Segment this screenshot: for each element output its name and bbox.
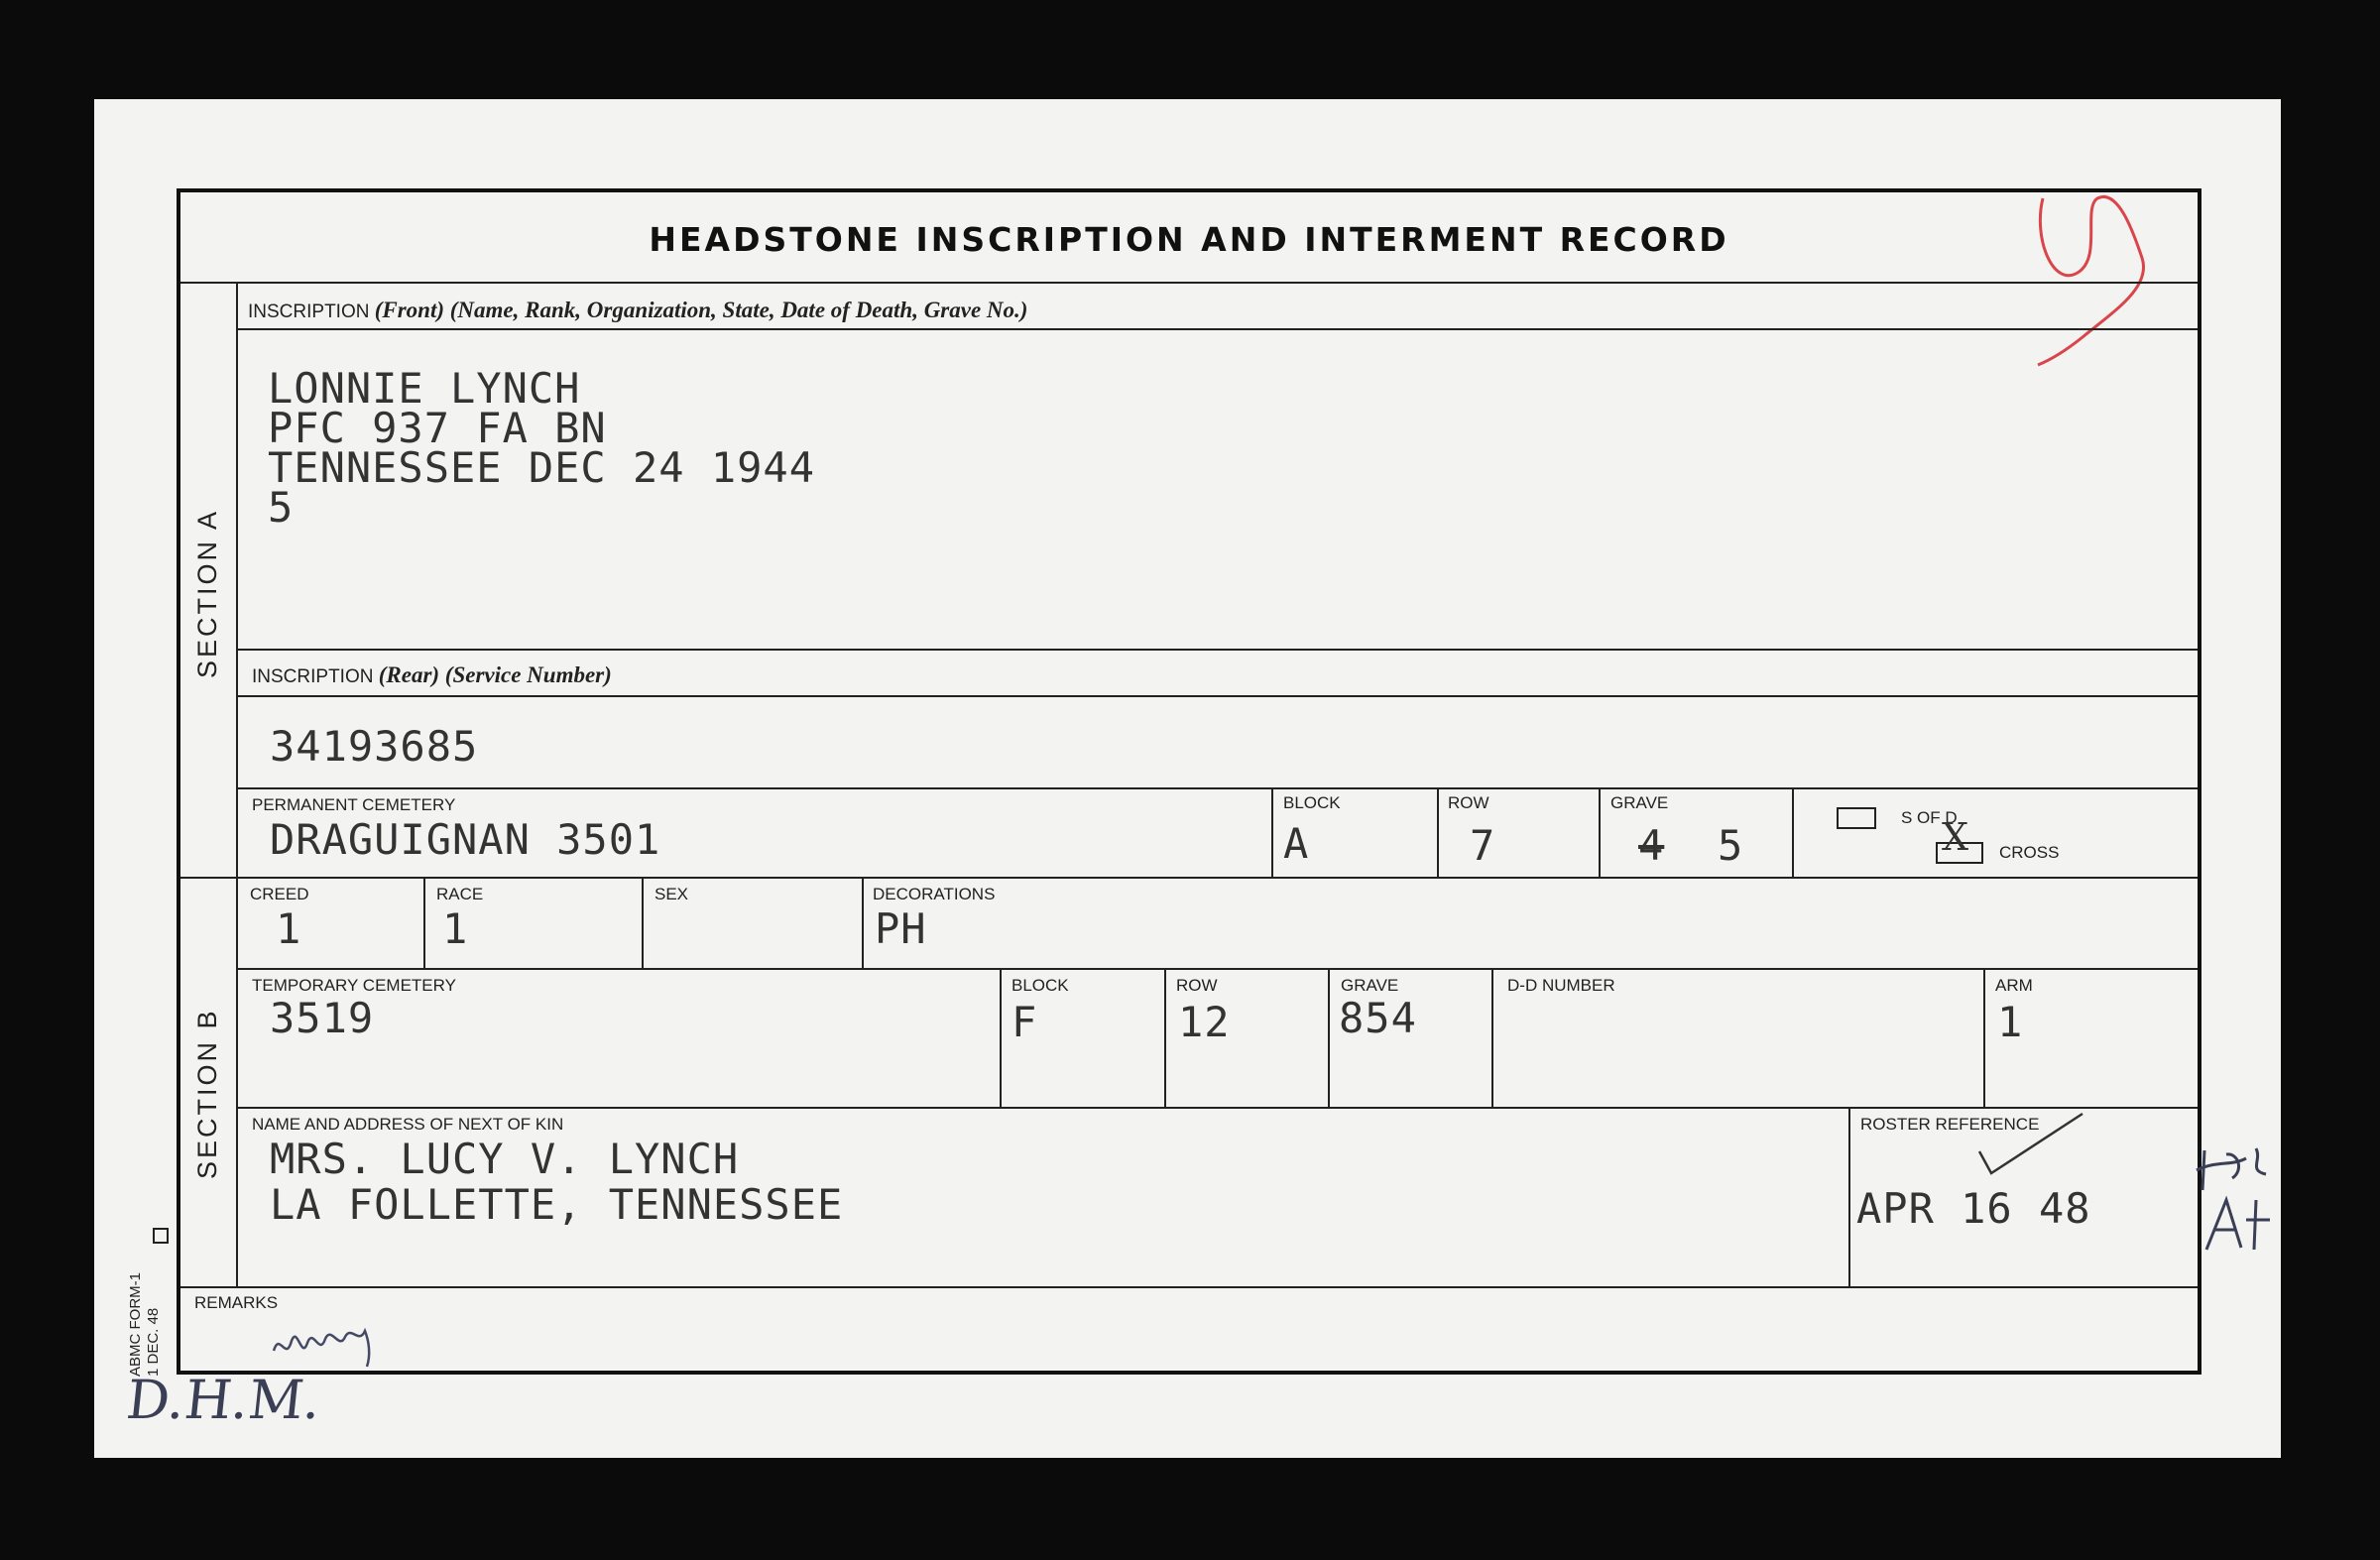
s-of-d-label: S OF D [1901,808,1958,827]
remarks-handwritten-scribble [270,1311,379,1371]
race-label: RACE [436,885,484,903]
next-of-kin-text [270,1137,843,1228]
form-checkbox [153,1228,169,1244]
rule [1000,968,1002,1107]
temp-block-value: F [1012,998,1038,1046]
permanent-cemetery-label: PERMANENT CEMETERY [252,795,456,814]
creed-value: 1 [276,904,302,953]
remarks-label: REMARKS [194,1293,279,1312]
section-a-label: SECTION A [192,508,222,678]
temporary-cemetery-label: TEMPORARY CEMETERY [252,976,456,995]
decorations-value: PH [875,904,927,953]
margin-handwritten-note [2187,1131,2276,1260]
rule [238,1107,2198,1109]
rule [180,1286,2198,1288]
sex-label: SEX [654,885,689,903]
next-of-kin-line: MRS. LUCY V. LYNCH [270,1135,740,1183]
section-b-label: SECTION B [192,1008,222,1179]
rule [238,695,2198,697]
form-title: HEADSTONE INSCRIPTION AND INTERMENT RECORD [649,220,1729,259]
block-label: BLOCK [1283,793,1341,812]
inscription-front-label: INSCRIPTION (Front) (Name, Rank, Organization, State, Date of Death, Grave No.) [248,298,1028,322]
rule [1164,968,1166,1107]
rule [1437,787,1439,877]
race-value: 1 [442,904,469,953]
block-value: A [1283,819,1310,868]
rule [180,282,2198,284]
dd-number-label: D-D NUMBER [1507,976,1615,995]
rule [238,968,2198,970]
roster-reference-label: ROSTER REFERENCE [1860,1115,2040,1134]
rule [862,877,864,968]
cross-check-mark: X [1942,815,1969,859]
rule [238,787,2198,789]
arm-value: 1 [1997,998,2024,1046]
rule [423,877,425,968]
temp-block-label: BLOCK [1012,976,1069,995]
arm-label: ARM [1995,976,2033,995]
grave-label: GRAVE [1610,793,1669,812]
next-of-kin-label: NAME AND ADDRESS OF NEXT OF KIN [252,1115,564,1134]
permanent-cemetery-value: DRAGUIGNAN 3501 [270,815,661,864]
inscription-line: PFC 937 FA BN [268,404,607,452]
creed-label: CREED [250,885,309,903]
form-id-line2: 1 DEC. 48 [145,1307,162,1377]
handwritten-initials: D.H.M. [123,1369,324,1431]
rule [642,877,644,968]
decorations-label: DECORATIONS [873,885,996,903]
inscription-line: 5 [268,483,295,532]
row-value: 7 [1470,821,1496,870]
row-label: ROW [1448,793,1489,812]
rule [238,328,2198,330]
temp-row-value: 12 [1178,998,1231,1046]
rule [236,282,238,1286]
grave-value: 5 [1718,821,1744,870]
s-of-d-checkbox [1837,807,1876,829]
rule [180,877,2198,879]
temp-grave-label: GRAVE [1341,976,1399,995]
form-frame [177,188,2202,1375]
rule [1792,787,1794,877]
grave-struck-value: 4 [1638,821,1665,870]
next-of-kin-line: LA FOLLETTE, TENNESSEE [270,1180,844,1229]
inscription-front-text [268,364,816,532]
form-id-line1: ABMC FORM-1 [127,1272,144,1377]
rule [1848,1107,1850,1286]
check-mark [1977,1110,2086,1179]
rule [238,649,2198,651]
inscription-line: LONNIE LYNCH [268,364,581,413]
cross-label: CROSS [1999,843,2060,862]
temp-row-label: ROW [1176,976,1218,995]
temporary-cemetery-value: 3519 [270,994,375,1042]
rule [1271,787,1273,877]
form-id [127,1272,163,1377]
roster-reference-value: APR 16 48 [1856,1184,2091,1233]
inscription-line: TENNESSEE DEC 24 1944 [268,443,816,492]
rule [1983,968,1985,1107]
rule [1491,968,1493,1107]
rule [1599,787,1601,877]
service-number: 34193685 [270,722,479,771]
inscription-rear-label: INSCRIPTION (Rear) (Service Number) [252,662,612,687]
rule [1328,968,1330,1107]
temp-grave-value: 854 [1339,994,1417,1042]
